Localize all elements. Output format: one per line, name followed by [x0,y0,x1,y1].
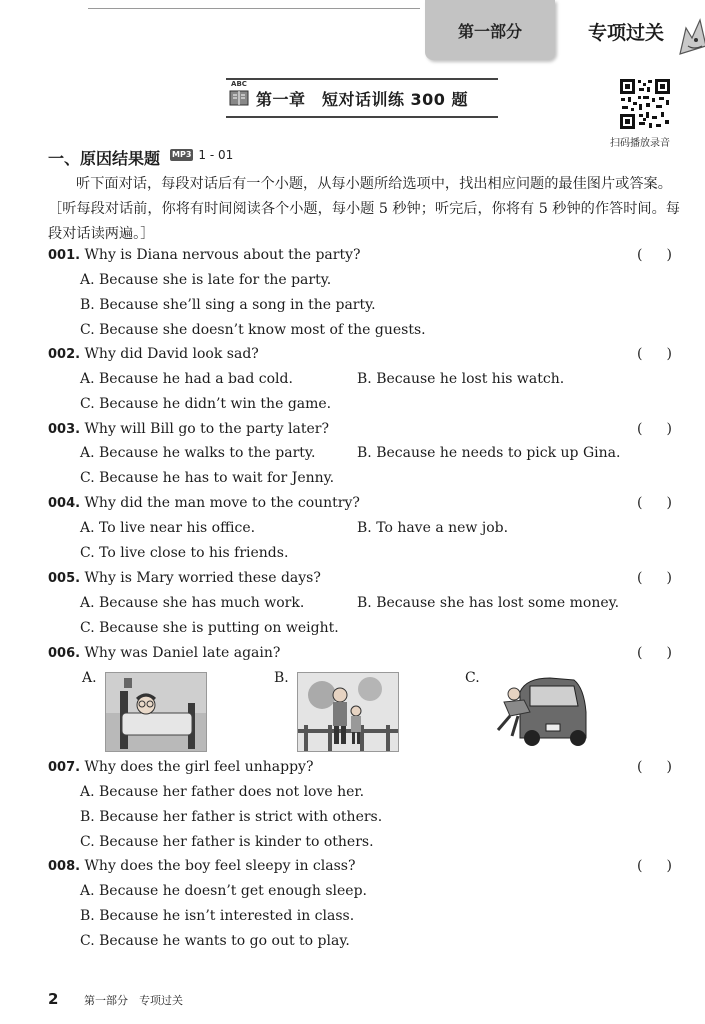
question-text: Why did David look sad? [84,346,259,362]
option-b[interactable]: B. Because she’ll sing a song in the party. [80,297,376,313]
question-stem [48,759,313,775]
option-a[interactable]: A. Because he had a bad cold. [80,371,293,387]
option-b[interactable]: B. Because he isn’t interested in class. [80,908,355,924]
abc-icon-text: ABC [231,80,247,88]
option-a-label[interactable]: A. [82,670,97,686]
option-b[interactable]: B. Because he lost his watch. [357,371,565,387]
option-b-label[interactable]: B. [274,670,289,686]
answer-blank[interactable]: () [637,858,696,874]
answer-blank[interactable]: () [637,759,696,775]
question-number: 006. [48,646,81,661]
footer-label: 第一部分 专项过关 [84,994,183,1007]
audio-track-label[interactable] [170,148,233,162]
question-stem [48,570,321,586]
option-c[interactable]: C. Because he didn’t win the game. [80,396,332,412]
option-a[interactable]: A. To live near his office. [80,520,256,536]
question-stem [48,421,329,437]
option-b[interactable]: B. Because her father is strict with others. [80,809,383,825]
question-text: Why is Mary worried these days? [84,570,321,586]
answer-blank[interactable]: () [637,346,696,362]
question-number: 005. [48,571,81,586]
instructions [48,172,688,247]
question-text: Why will Bill go to the party later? [84,421,329,437]
option-c[interactable]: C. Because he has to wait for Jenny. [80,470,335,486]
mp3-icon: MP3 [172,150,192,159]
option-a[interactable]: A. Because she has much work. [80,595,305,611]
man-and-boy-walking-picture[interactable] [297,672,399,752]
qr-code-icon[interactable] [619,78,671,130]
answer-blank[interactable]: () [637,247,696,263]
question-number: 004. [48,496,81,511]
option-b[interactable]: B. To have a new job. [357,520,509,536]
question-text: Why does the girl feel unhappy? [84,759,314,775]
chapter-title: 第一章 短对话训练 300 题 [255,89,469,109]
question-text: Why did the man move to the country? [84,495,360,511]
question-text: Why is Diana nervous about the party? [84,247,361,263]
page-number: 2 [48,990,59,1008]
abc-book-icon [228,80,250,110]
option-c[interactable]: C. Because her father is kinder to others. [80,834,374,850]
question-number: 002. [48,347,81,362]
section-heading: 一、原因结果题 [48,149,161,168]
question-stem [48,858,355,874]
question-number: 003. [48,422,81,437]
question-number: 001. [48,248,81,263]
question-text: Why does the boy feel sleepy in class? [84,858,356,874]
question-stem [48,247,361,263]
question-stem [48,645,280,661]
option-c[interactable]: C. Because she is putting on weight. [80,620,339,636]
instructions-text: 听下面对话，每段对话后有一个小题，从每小题所给选项中，找出相应问题的最佳图片或答案。［听每段对话前，你将有时间阅读各个小题，每小题 5 秒钟；听完后，你将有 5 秒钟的作答时间。每段对话读两遍。］ [48,176,680,242]
chapter-title-banner [226,78,498,118]
part-tab: 第一部分 [425,0,555,60]
question-stem [48,495,360,511]
option-a[interactable]: A. Because he walks to the party. [80,445,316,461]
audio-track-number: 1 - 01 [198,148,234,162]
option-c-label[interactable]: C. [465,670,480,686]
question-number: 007. [48,760,81,775]
option-b[interactable]: B. Because she has lost some money. [357,595,620,611]
broken-down-car-picture[interactable] [490,672,590,750]
option-a[interactable]: A. Because he doesn’t get enough sleep. [80,883,368,899]
corner-fox-illustration [676,16,705,56]
question-stem [48,346,259,362]
answer-blank[interactable]: () [637,495,696,511]
answer-blank[interactable]: () [637,570,696,586]
question-number: 008. [48,859,81,874]
option-a[interactable]: A. Because she is late for the party. [80,272,332,288]
answer-blank[interactable]: () [637,421,696,437]
header-rule [88,8,420,9]
option-c[interactable]: C. To live close to his friends. [80,545,289,561]
answer-blank[interactable]: () [637,645,696,661]
question-text: Why was Daniel late again? [84,645,281,661]
option-c[interactable]: C. Because he wants to go out to play. [80,933,350,949]
option-c[interactable]: C. Because she doesn’t know most of the guests. [80,322,426,338]
boy-in-bed-picture[interactable] [105,672,207,752]
option-a[interactable]: A. Because her father does not love her. [80,784,365,800]
option-b[interactable]: B. Because he needs to pick up Gina. [357,445,621,461]
section-title: 专项过关 [588,22,665,44]
qr-caption: 扫码播放录音 [610,138,670,149]
